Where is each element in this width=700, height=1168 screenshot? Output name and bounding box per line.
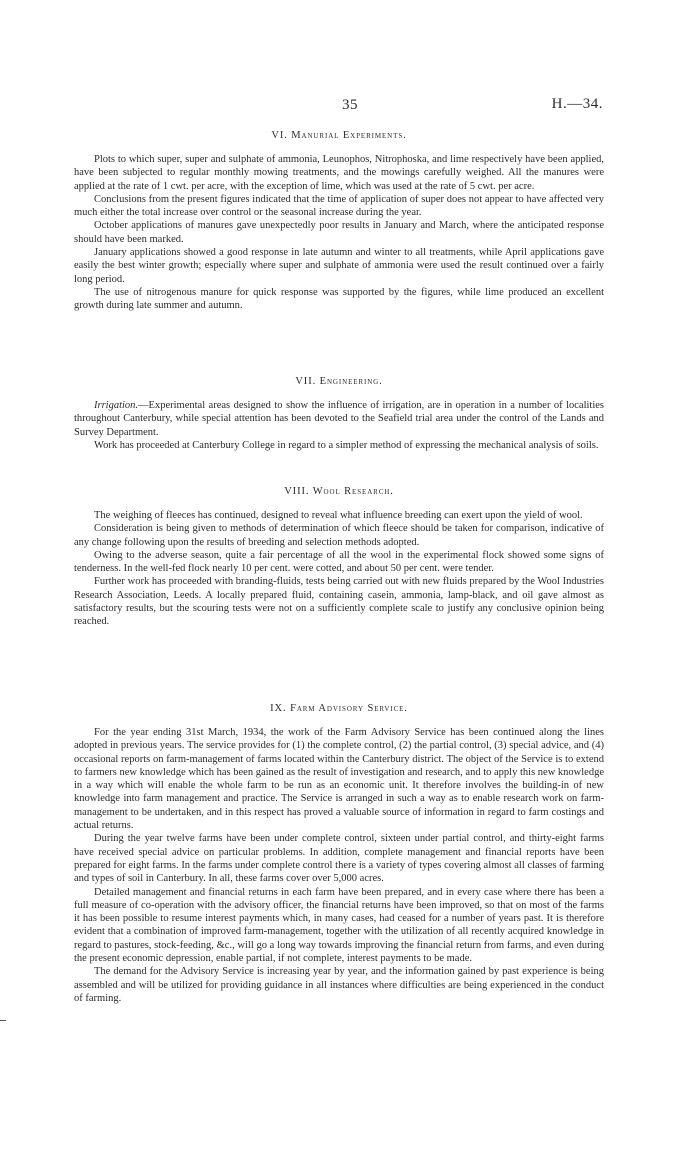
section-heading: VI. Manurial Experiments.: [271, 130, 407, 141]
paragraph: Plots to which super, super and sulphate of ammonia, Leunophos, Nitrophoska, and lime respectively have been applied, have been subjected to regular monthly mowing treatments, and the mowings carefully weighed. All the manures were applied at the rate of 1 cwt. per acre, with the exception of lime, which was used at the rate of 5 cwt. per acre.: [74, 154, 604, 192]
section-engineering: [74, 376, 604, 452]
paragraph: Conclusions from the present figures indicated that the time of application of super does not appear to have affected very much either the total increase over control or the seasonal increase during the year.: [74, 193, 604, 219]
paragraph: The use of nitrogenous manure for quick response was supported by the figures, while lime produced an excellent growth during late summer and autumn.: [74, 286, 604, 312]
paragraph: Consideration is being given to methods of determination of which fleece should be taken for comparison, indicative of any change following upon the results of breeding and selection methods adopted.: [74, 523, 604, 548]
paragraph: October applications of manures gave unexpectedly poor results in January and March, where the anticipated response should have been marked.: [74, 220, 604, 245]
page-number: 35: [342, 97, 358, 113]
paragraph: The weighing of fleeces has continued, designed to reveal what influence breeding can exert upon the yield of wool.: [94, 510, 583, 521]
section-heading: VIII. Wool Research.: [284, 486, 394, 497]
paragraph: Owing to the adverse season, quite a fair percentage of all the wool in the experimental flock showed some signs of tenderness. In the well-fed flock nearly 10 per cent. were cotted, and about 50 per cent. were tender.: [74, 549, 604, 575]
section-wool-research: [74, 486, 604, 629]
section-heading: IX. Farm Advisory Service.: [270, 703, 408, 714]
run-in-heading: Irrigation.: [94, 400, 139, 411]
paragraph: The demand for the Advisory Service is increasing year by year, and the information gained by past experience is being assembled and will be utilized for providing guidance in all instances where difficulties are being experienced in the conduct of farming.: [74, 966, 604, 1004]
section-farm-advisory-service: [74, 703, 604, 1005]
section-manurial-experiments: [74, 130, 604, 313]
paragraph: [74, 399, 604, 439]
paragraph: Further work has proceeded with branding-fluids, tests being carried out with new fluids prepared by the Wool Industries Research Association, Leeds. A locally prepared fluid, containing casein, ammonia, lamp-black, and oil gave almost as satisfactory results, but the scouring tests were not on a sufficiently complete scale to justify any conclusive opinion being reached.: [74, 576, 604, 628]
paragraph: Detailed management and financial returns in each farm have been prepared, and in every case where there has been a full measure of co-operation with the advisory officer, the financial returns have been improved, so that on most of the farms it has been possible to resume interest payments which, in many cases, had ceased for a number of years past. It is therefore evident that a combination of improved farm-management, together with the utilization of all recently acquired knowledge in regard to pastures, stock-feeding, &c., will go a long way towards improving the financial return from farms, and even during the present economic depression, enable partial, if not complete, interest payments to be made.: [74, 886, 604, 965]
paragraph: January applications showed a good response in late autumn and winter to all treatments, while April applications gave easily the best winter growth; especially where super and sulphate of ammonia were used the result continued over a fairly long period.: [74, 247, 604, 285]
paragraph: Work has proceeded at Canterbury College in regard to a simpler method of expressing the mechanical analysis of soils.: [94, 439, 599, 451]
page-code: H.—34.: [551, 96, 603, 112]
paragraph: During the year twelve farms have been under complete control, sixteen under partial control, and thirty-eight farms have received special advice on particular problems. In addition, complete management and financial reports have been prepared for eight farms. In the farms under complete control there is a variety of types covering almost all classes of farming and types of soil in Canterbury. In all, these farms cover over 5,000 acres.: [74, 833, 604, 885]
paragraph-text: —Experimental areas designed to show the influence of irrigation, are in operation in a number of localities throughout Canterbury, while special attention has been devoted to the Seafield trial area under the control of the Lands and Survey Department.: [74, 400, 604, 438]
paragraph: For the year ending 31st March, 1934, the work of the Farm Advisory Service has been continued along the lines adopted in previous years. The service provides for (1) the complete control, (2) the partial control, (3) special advice, and (4) occasional reports on farm-management of farms located within the Canterbury district. The object of the Service is to extend to farmers new knowledge which has been gained as the result of investigation and research, and to apply this new knowledge in a way which will enable the whole farm to be run as an economic unit. It therefore involves the building-in of new knowledge into farm management and practice. The Service is arranged in such a way as to enable research work on farm-management to be undertaken, and in this respect has proved a valuable source of information in regard to farm costings and actual returns.: [74, 727, 604, 832]
section-heading: VII. Engineering.: [295, 376, 383, 387]
scan-edge-mark: [0, 1020, 6, 1021]
